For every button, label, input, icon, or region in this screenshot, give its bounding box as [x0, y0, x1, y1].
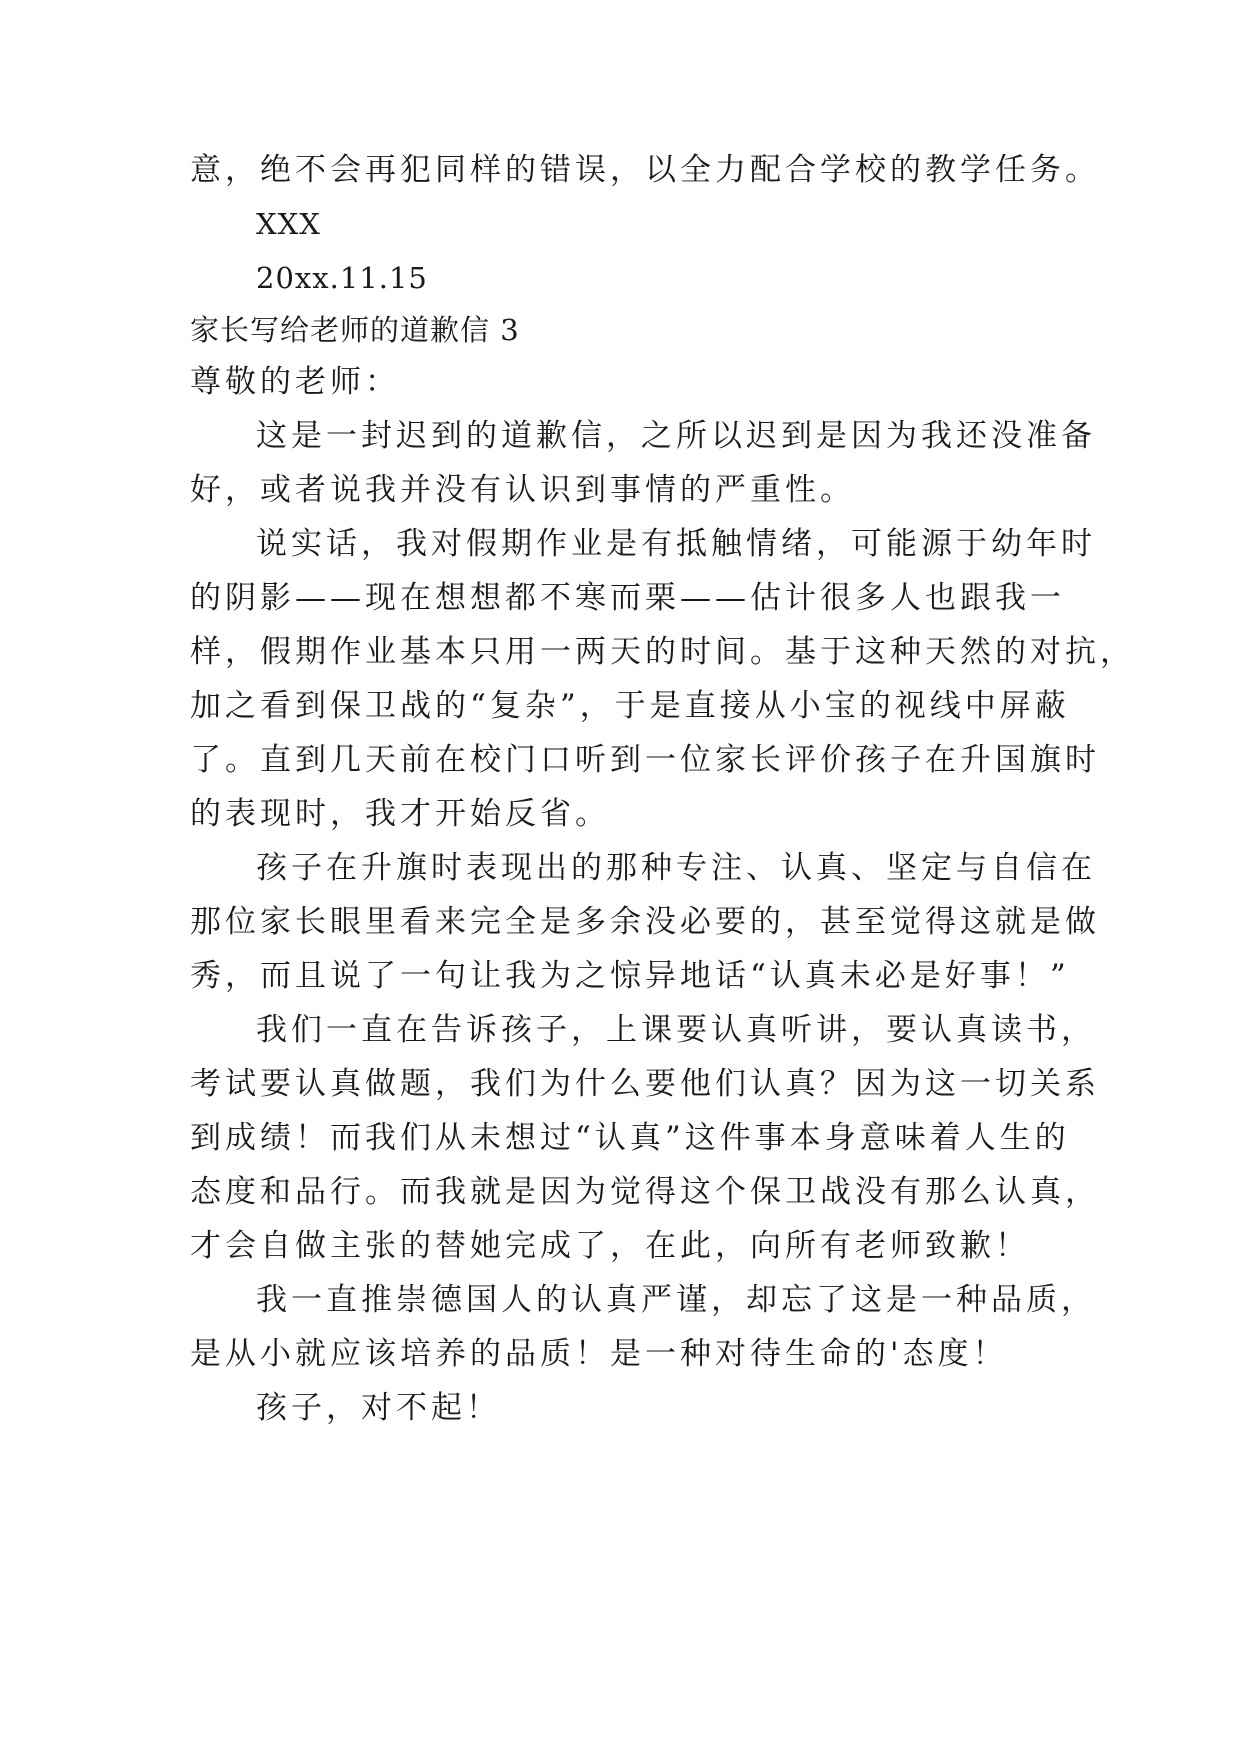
text-line: 样，假期作业基本只用一两天的时间。基于这种天然的对抗，	[190, 634, 1135, 670]
text-line: 考试要认真做题，我们为什么要他们认真？因为这一切关系	[190, 1066, 1100, 1102]
text-line: 的表现时，我才开始反省。	[190, 796, 610, 832]
text-line: 好，或者说我并没有认识到事情的严重性。	[190, 472, 855, 508]
text-line: 孩子，对不起！	[256, 1390, 501, 1426]
date: 20xx.11.15	[256, 261, 428, 295]
text-line: 秀，而且说了一句让我为之惊异地话“认真未必是好事！”	[190, 958, 1070, 994]
text-line: 那位家长眼里看来完全是多余没必要的，甚至觉得这就是做	[190, 904, 1100, 940]
signature: XXX	[256, 207, 321, 241]
text-line: 是从小就应该培养的品质！是一种对待生命的'态度！	[190, 1336, 1008, 1372]
text-line: 了。直到几天前在校门口听到一位家长评价孩子在升国旗时	[190, 742, 1100, 778]
text-line: 到成绩！而我们从未想过“认真”这件事本身意味着人生的	[190, 1120, 1070, 1156]
text-line: 我们一直在告诉孩子，上课要认真听讲，要认真读书，	[256, 1012, 1096, 1048]
text-line: 加之看到保卫战的“复杂”，于是直接从小宝的视线中屏蔽	[190, 688, 1070, 724]
text-line: 的阴影——现在想想都不寒而栗——估计很多人也跟我一	[190, 580, 1065, 616]
section-title: 家长写给老师的道歉信 3	[190, 313, 520, 347]
salutation: 尊敬的老师：	[190, 364, 400, 400]
text-line: 这是一封迟到的道歉信，之所以迟到是因为我还没准备	[256, 418, 1096, 454]
text-line: 意，绝不会再犯同样的错误，以全力配合学校的教学任务。	[190, 152, 1100, 188]
text-line: 我一直推崇德国人的认真严谨，却忘了这是一种品质，	[256, 1282, 1096, 1318]
text-line: 孩子在升旗时表现出的那种专注、认真、坚定与自信在	[256, 850, 1096, 886]
text-line: 说实话，我对假期作业是有抵触情绪，可能源于幼年时	[256, 526, 1096, 562]
text-line: 才会自做主张的替她完成了，在此，向所有老师致歉！	[190, 1228, 1030, 1264]
text-line: 态度和品行。而我就是因为觉得这个保卫战没有那么认真，	[190, 1174, 1100, 1210]
